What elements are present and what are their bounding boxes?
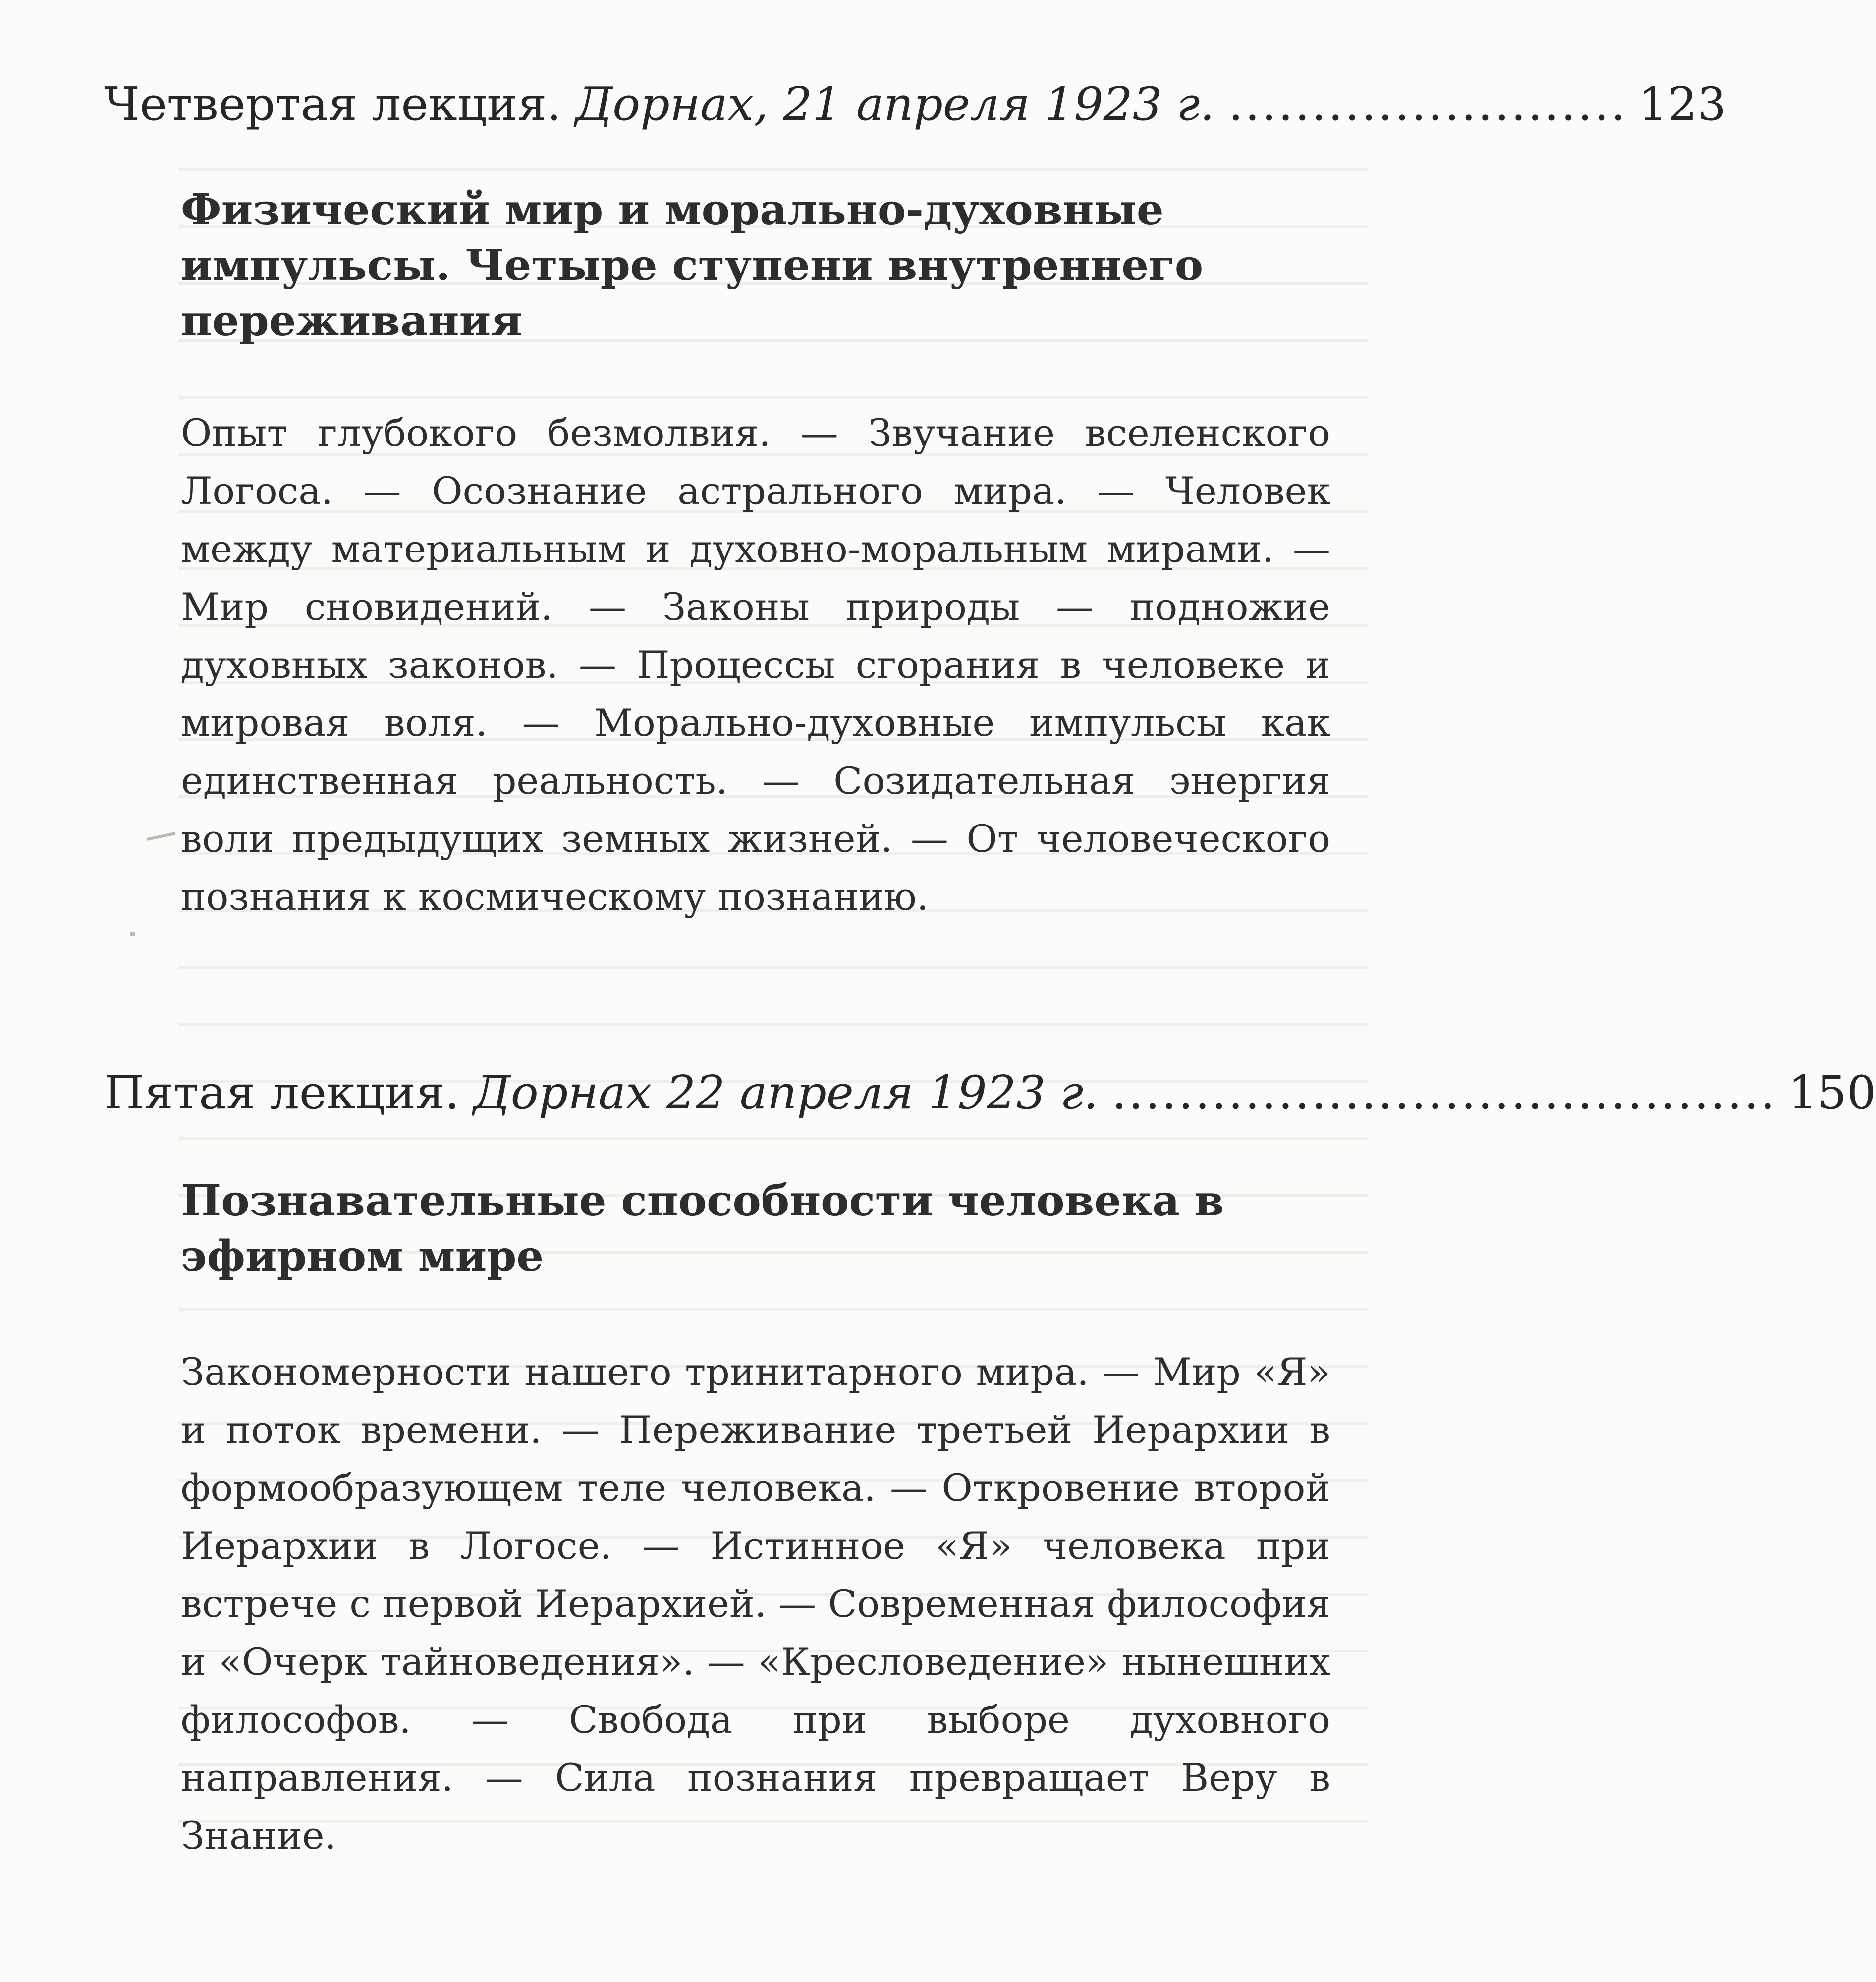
- lecture-name: Пятая лекция.: [104, 1066, 460, 1119]
- leader-dots: ........................: [1228, 77, 1628, 131]
- page-number: 123: [1638, 77, 1727, 131]
- lecture-name: Четвертая лекция.: [104, 77, 561, 131]
- lecture-abstract: Опыт глубокого безмолвия. — Звучание вселенского Логоса. — Осознание астрального мира. — Человек между материальным и духовно-моральным мирами. — Мир сновидений. — Законы природы — подножие духовных законов. — Процессы сгорания в человеке и мировая воля. — Морально-духовные импульсы как единственная реальность. — Созидательная энергия воли предыдущих земных жизней. — От человеческого познания к космическому познанию.: [181, 411, 1330, 919]
- lecture-title: Познавательные способности человека в эфирном мире: [181, 1176, 1224, 1281]
- scan-mark: [146, 832, 176, 841]
- page-number: 150: [1788, 1066, 1876, 1119]
- leader-dots: ........................................: [1112, 1066, 1777, 1119]
- lecture-place-date: Дорнах, 21 апреля 1923 г.: [575, 77, 1215, 131]
- lecture-title: Физический мир и морально-духовные импульсы. Четыре ступени внутреннего переживания: [181, 185, 1204, 346]
- scan-mark: [130, 932, 135, 936]
- lecture-abstract: Закономерности нашего тринитарного мира. — Мир «Я» и поток времени. — Переживание третьей Иерархии в формообразующем теле человека. — Откровение второй Иерархии в Логосе. — Истинное «Я» человека при встрече с первой Иерархией. — Современная философия и «Очерк тайноведения». — «Кресловедение» нынешних философов. — Свобода при выборе духовного направления. — Сила познания превращает Веру в Знание.: [181, 1350, 1330, 1858]
- toc-entry-lecture-4[interactable]: [104, 77, 1727, 131]
- toc-entry-lecture-5[interactable]: [104, 1065, 1876, 1120]
- lecture-place-date: Дорнах 22 апреля 1923 г.: [473, 1066, 1098, 1119]
